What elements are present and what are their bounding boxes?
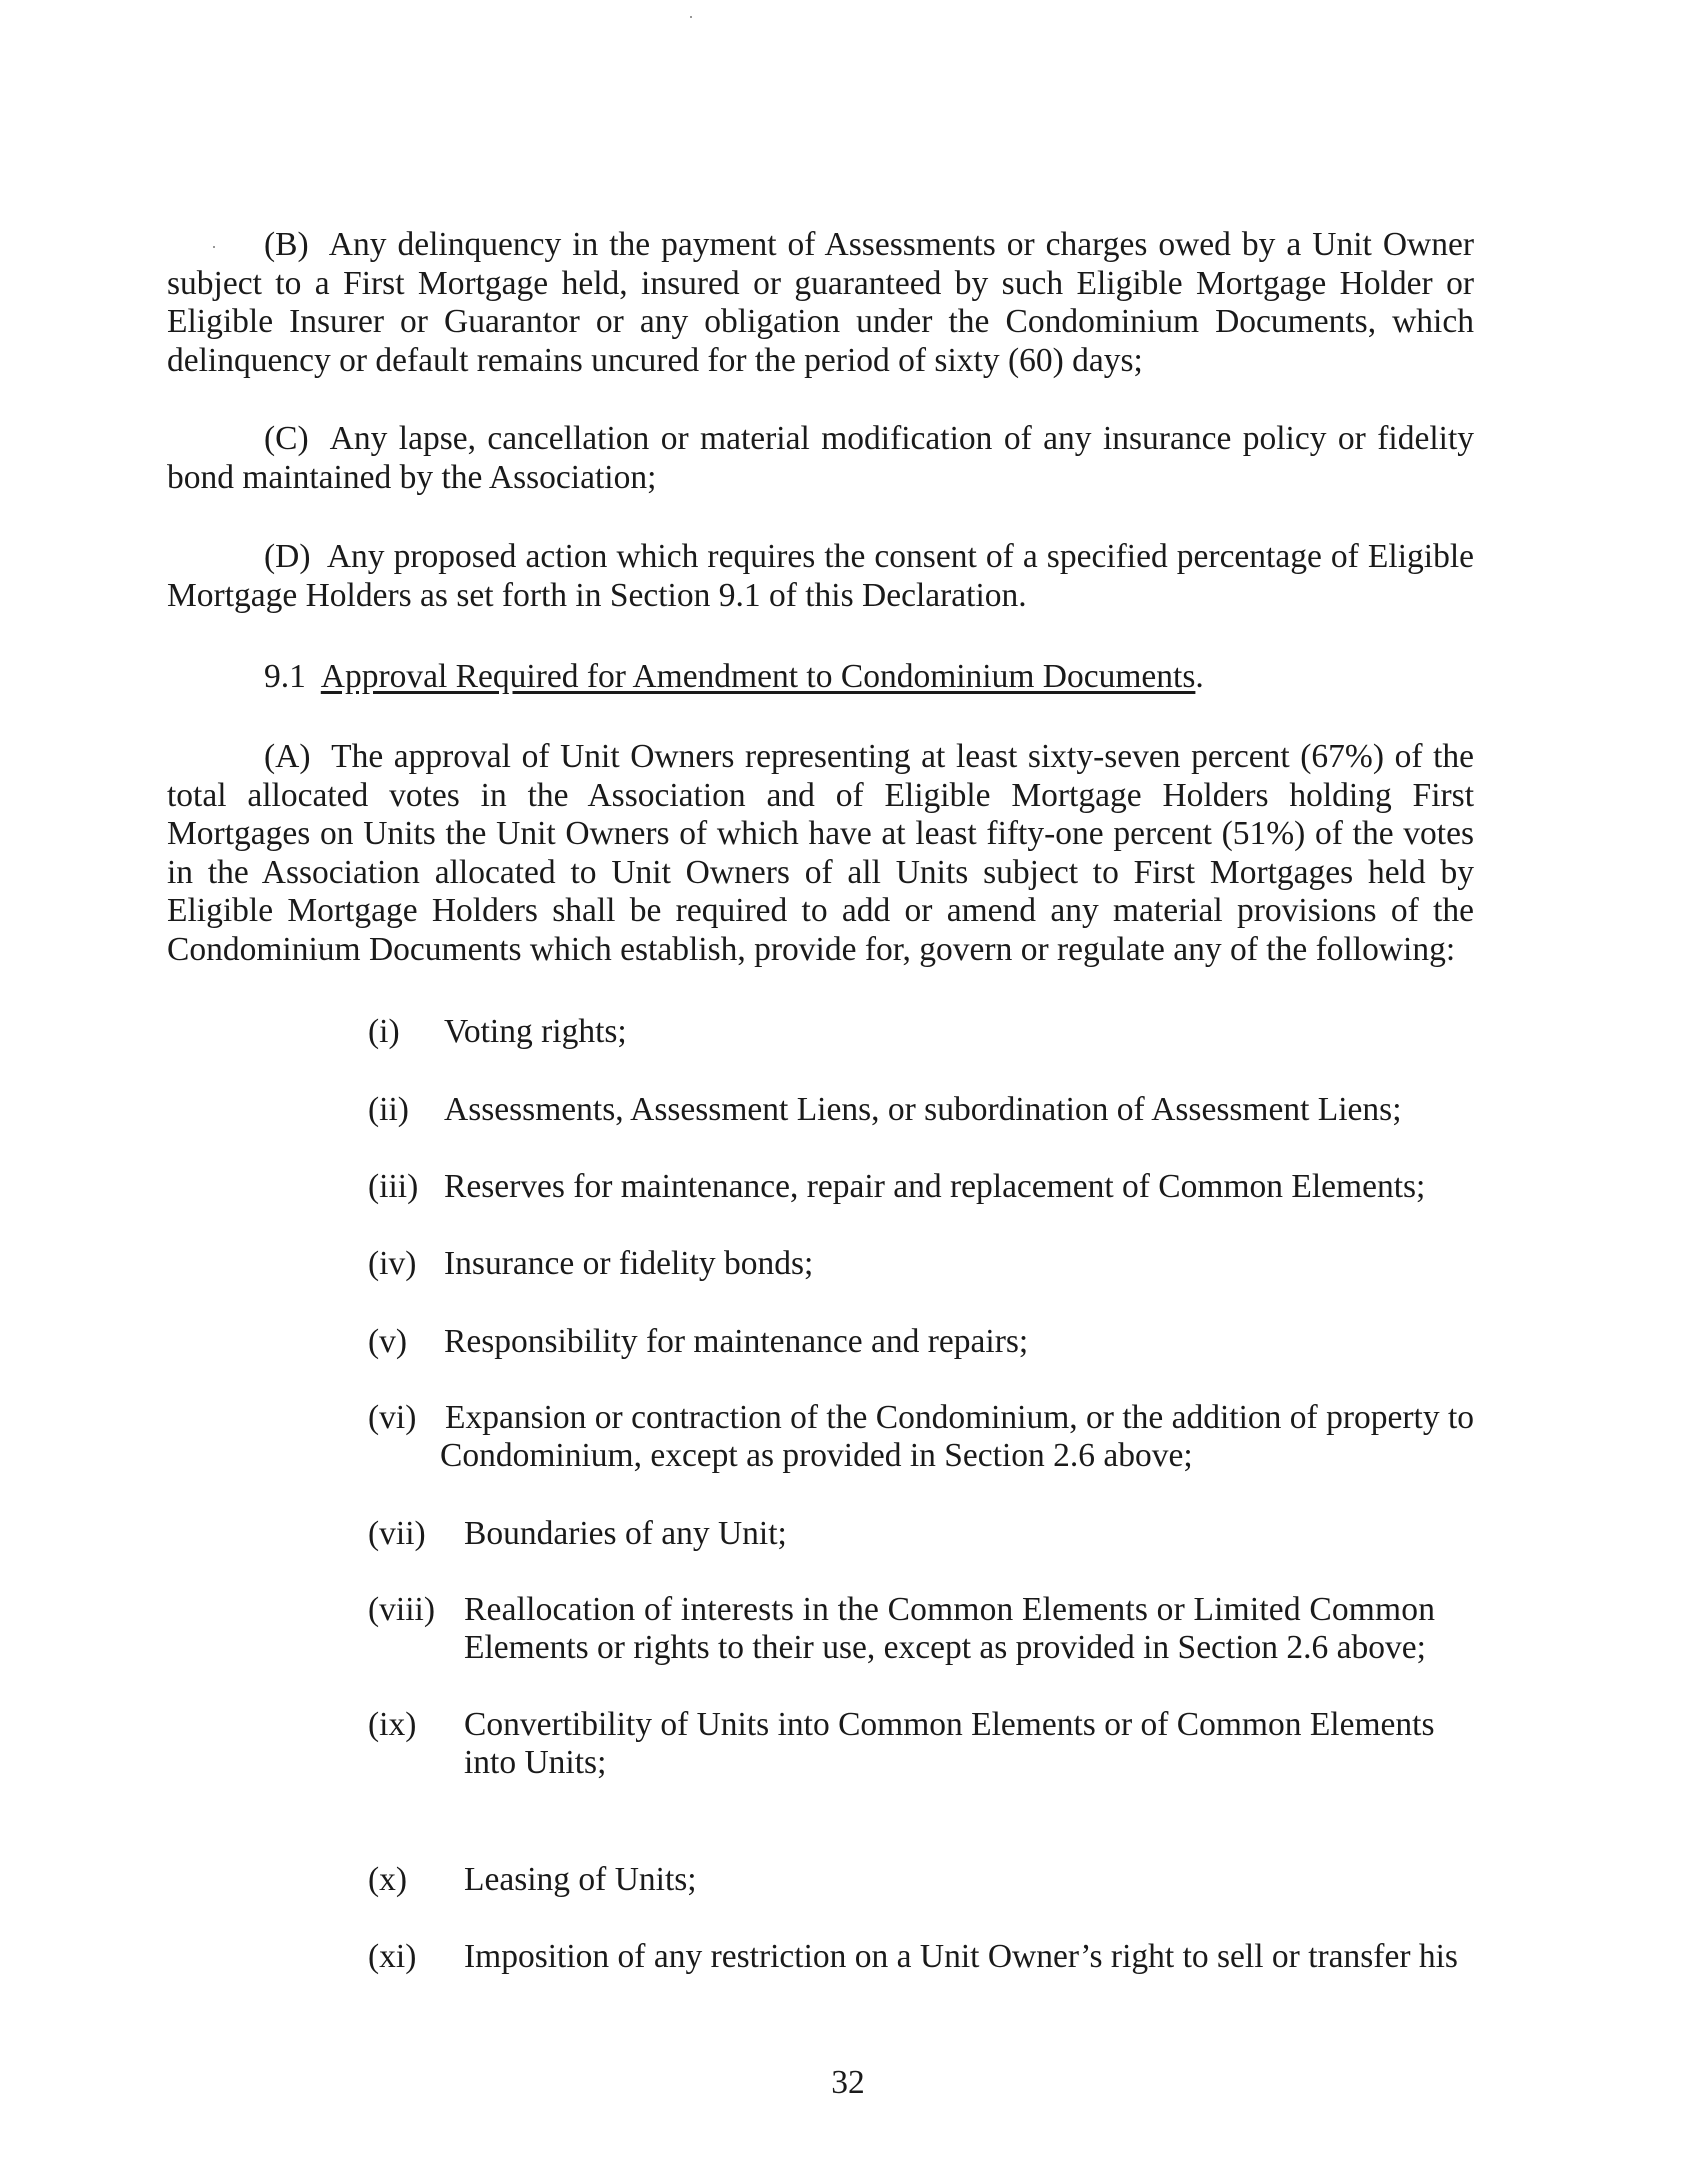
scan-speck bbox=[690, 16, 692, 18]
list-item-marker: (xi) bbox=[368, 1938, 417, 1975]
list-item-text-continued: into Units; bbox=[464, 1744, 607, 1781]
paragraph-d-label: (D) bbox=[264, 538, 311, 575]
list-item-text: Leasing of Units; bbox=[464, 1861, 697, 1898]
paragraph-c-text: Any lapse, cancellation or material modification of any insurance policy or fidelity bond maintained by the Association; bbox=[167, 420, 1474, 496]
list-item-marker: (i) bbox=[368, 1013, 400, 1050]
list-item-text: Imposition of any restriction on a Unit Owner’s right to sell or transfer his bbox=[464, 1938, 1458, 1975]
list-item-text: Responsibility for maintenance and repairs; bbox=[444, 1323, 1029, 1360]
list-item-text: Reserves for maintenance, repair and replacement of Common Elements; bbox=[444, 1168, 1426, 1205]
paragraph-a-text: The approval of Unit Owners representing at least sixty-seven percent (67%) of the total allocated votes in the Association and of Eligible Mortgage Holders holding First Mortgages on Units the Unit Owners of which have at least fifty-one percent (51%) of the votes in the Association allocated to Unit Owners of all Units subject to First Mortgages held by Eligible Mortgage Holders shall be required to add or amend any material provisions of the Condominium Documents which establish, provide for, govern or regulate any of the following: bbox=[167, 738, 1475, 968]
list-item-marker: (viii) bbox=[368, 1591, 435, 1628]
list-item-marker: (iv) bbox=[368, 1245, 417, 1282]
list-item-marker: (vii) bbox=[368, 1515, 426, 1552]
list-item-text-continued: Elements or rights to their use, except as provided in Section 2.6 above; bbox=[464, 1629, 1426, 1666]
list-item-text: Expansion or contraction of the Condominium, or the addition of property to bbox=[445, 1399, 1474, 1436]
list-item-text: Boundaries of any Unit; bbox=[464, 1515, 787, 1552]
paragraph-a bbox=[167, 738, 1474, 969]
list-item-marker: (v) bbox=[368, 1323, 408, 1360]
list-item-marker: (x) bbox=[368, 1861, 408, 1898]
paragraph-a-label: (A) bbox=[264, 738, 311, 775]
paragraph-d-text: Any proposed action which requires the consent of a specified percentage of Eligible Mortgage Holders as set forth in Section 9.1 of this Declaration. bbox=[167, 538, 1474, 614]
section-title-end: . bbox=[1195, 658, 1204, 695]
list-item-text: Insurance or fidelity bonds; bbox=[444, 1245, 814, 1282]
list-item-text: Convertibility of Units into Common Elements or of Common Elements bbox=[464, 1706, 1435, 1743]
section-title: Approval Required for Amendment to Condominium Documents bbox=[320, 658, 1196, 695]
section-number: 9.1 bbox=[264, 658, 306, 695]
list-item-marker: (ii) bbox=[368, 1091, 409, 1128]
list-item-text-continued: Condominium, except as provided in Section 2.6 above; bbox=[440, 1437, 1193, 1474]
paragraph-b-label: (B) bbox=[264, 226, 309, 263]
paragraph-b bbox=[167, 226, 1474, 380]
list-item-text: Voting rights; bbox=[444, 1013, 627, 1050]
paragraph-c bbox=[167, 420, 1474, 497]
page-number: 32 bbox=[831, 2064, 865, 2101]
list-item-text: Reallocation of interests in the Common Elements or Limited Common bbox=[464, 1591, 1436, 1628]
paragraph-b-text: Any delinquency in the payment of Assessments or charges owed by a Unit Owner subject to a First Mortgage held, insured or guaranteed by such Eligible Mortgage Holder or Eligible Insurer or Guarantor or any obligation under the Condominium Documents, which delinquency or default remains uncured for the period of sixty (60) days; bbox=[167, 226, 1474, 379]
list-item-marker: (vi) bbox=[368, 1399, 417, 1436]
list-item-text: Assessments, Assessment Liens, or subordination of Assessment Liens; bbox=[444, 1091, 1402, 1128]
section-heading bbox=[264, 658, 1204, 697]
list-item-marker: (iii) bbox=[368, 1168, 419, 1205]
paragraph-d bbox=[167, 538, 1474, 615]
list-item-marker: (ix) bbox=[368, 1706, 417, 1743]
paragraph-c-label: (C) bbox=[264, 420, 309, 457]
